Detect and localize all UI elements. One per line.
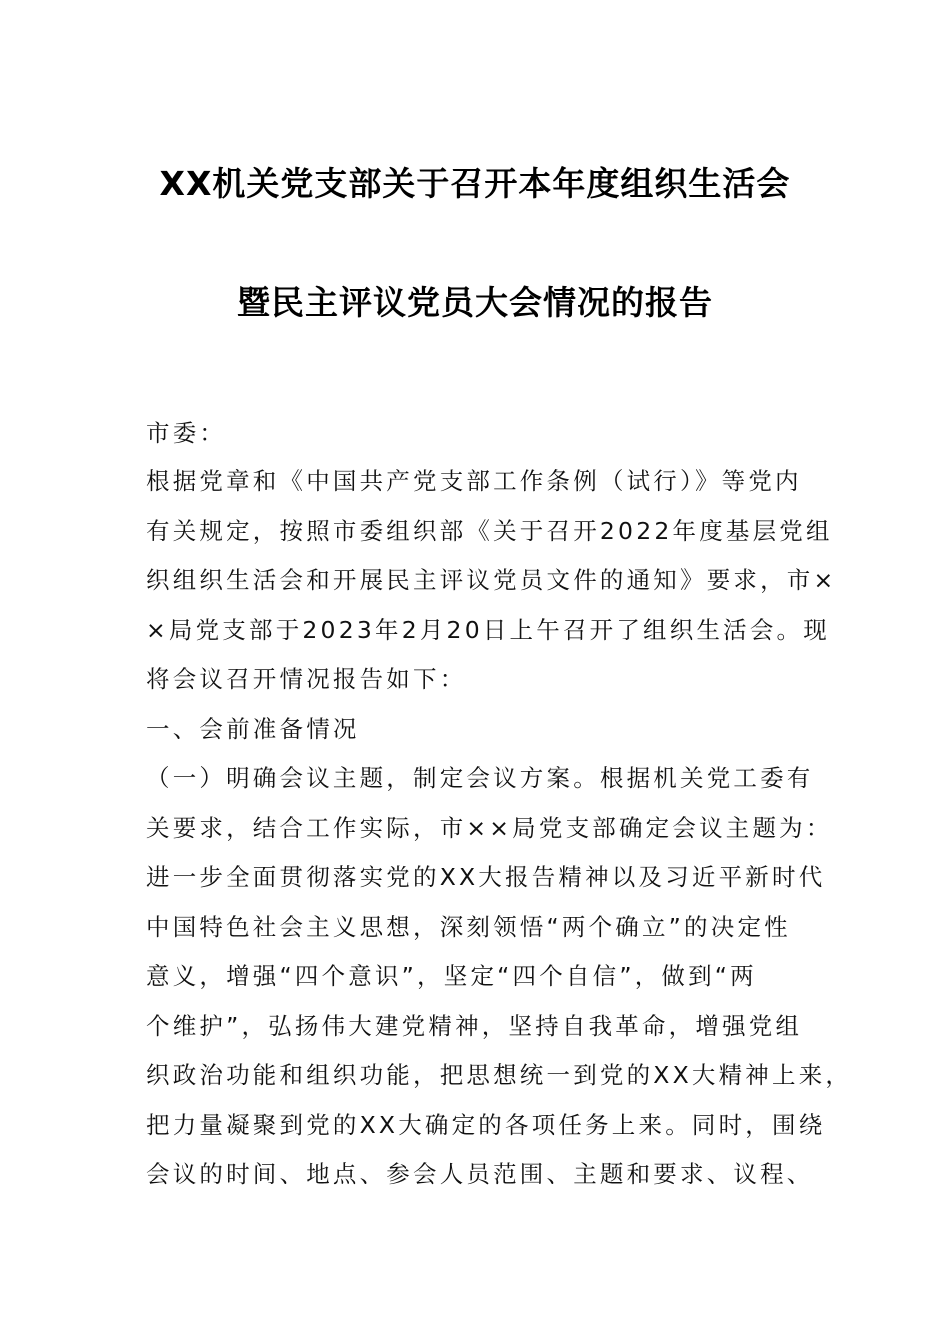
body-line: 把力量凝聚到党的XX大确定的各项任务上来。同时，围绕 xyxy=(146,1111,826,1139)
body-line: （一）明确会议主题，制定会议方案。根据机关党工委有 xyxy=(146,764,814,792)
body-line: 织组织生活会和开展民主评议党员文件的通知》要求，市× xyxy=(146,566,837,594)
body-line: 会议的时间、地点、参会人员范围、主题和要求、议程、 xyxy=(146,1160,814,1188)
body-line: 根据党章和《中国共产党支部工作条例（试行）》等党内 xyxy=(146,467,802,495)
document-title-line-2: 暨民主评议党员大会情况的报告 xyxy=(237,283,713,322)
salutation: 市委： xyxy=(146,419,227,447)
body-line: 织政治功能和组织功能，把思想统一到党的XX大精神上来， xyxy=(146,1061,853,1089)
body-line: 中国特色社会主义思想，深刻领悟“两个确立”的决定性 xyxy=(146,913,791,941)
body-line: 意义，增强“四个意识”，坚定“四个自信”，做到“两 xyxy=(146,962,757,990)
body-line: 将会议召开情况报告如下： xyxy=(146,665,467,693)
section-heading: 一、会前准备情况 xyxy=(146,715,360,743)
body-line: 个维护”，弘扬伟大建党精神，坚持自我革命，增强党组 xyxy=(146,1012,803,1040)
body-line: 进一步全面贯彻落实党的XX大报告精神以及习近平新时代 xyxy=(146,863,826,891)
body-line: ×局党支部于2023年2月20日上午召开了组织生活会。现 xyxy=(146,616,830,644)
body-line: 关要求，结合工作实际，市××局党支部确定会议主题为： xyxy=(146,814,833,842)
body-line: 有关规定，按照市委组织部《关于召开2022年度基层党组 xyxy=(146,517,833,545)
document-title-line-1: XX机关党支部关于召开本年度组织生活会 xyxy=(159,164,791,203)
